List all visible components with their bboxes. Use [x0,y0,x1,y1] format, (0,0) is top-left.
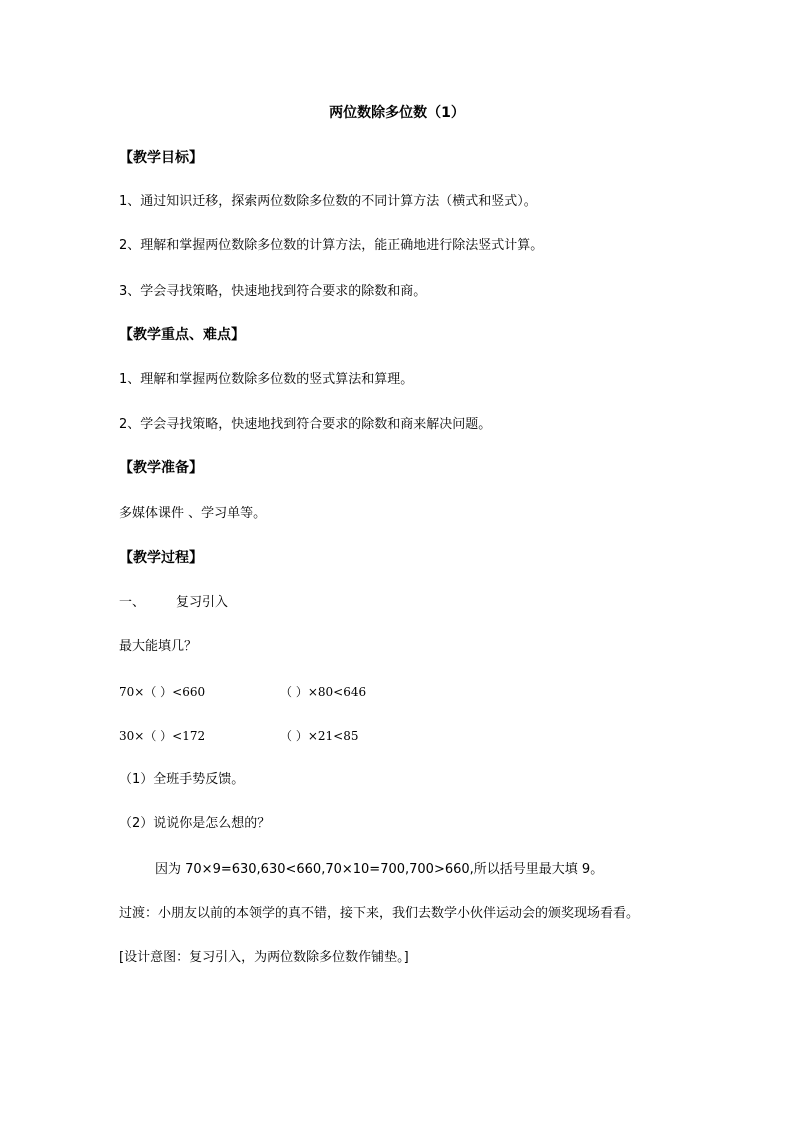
feedback-2: （2）说说你是怎么想的？ [119,816,271,831]
feedback-1: （1）全班手势反馈。 [119,772,245,787]
reasoning-text: 因为 70×9=630,630<660,70×10=700,700>660,所以括号里最大填 9。 [155,862,604,877]
goal-item-2: 2、理解和掌握两位数除多位数的计算方法，能正确地进行除法竖式计算。 [119,238,544,253]
equation-row2-right: （ ）×21<85 [280,729,359,743]
process-heading: 【教学过程】 [119,550,203,566]
prep-text: 多媒体课件 、学习单等。 [119,506,267,521]
step1-title: 复习引入 [176,595,229,610]
question-text: 最大能填几？ [119,639,198,654]
focus-item-2: 2、学会寻找策略，快速地找到符合要求的除数和商来解决问题。 [119,417,492,432]
equation-row1-right: （ ）×80<646 [280,685,367,699]
prep-heading: 【教学准备】 [119,460,203,476]
goal-item-1: 1、通过知识迁移，探索两位数除多位数的不同计算方法（横式和竖式）。 [119,194,537,209]
equation-row2-left: 30×（ ）<172 [119,729,206,743]
design-intent-text: [设计意图：复习引入，为两位数除多位数作铺垫。] [119,950,409,965]
document-title: 两位数除多位数（1） [329,105,465,121]
focus-heading: 【教学重点、难点】 [119,327,245,343]
equation-row1-left: 70×（ ）<660 [119,685,206,699]
transition-text: 过渡：小朋友以前的本领学的真不错，接下来，我们去数学小伙伴运动会的颁奖现场看看。 [119,906,640,921]
step1-number: 一、 [119,595,146,610]
goals-heading: 【教学目标】 [119,150,203,166]
focus-item-1: 1、理解和掌握两位数除多位数的竖式算法和算理。 [119,372,414,387]
goal-item-3: 3、学会寻找策略，快速地找到符合要求的除数和商。 [119,284,427,299]
